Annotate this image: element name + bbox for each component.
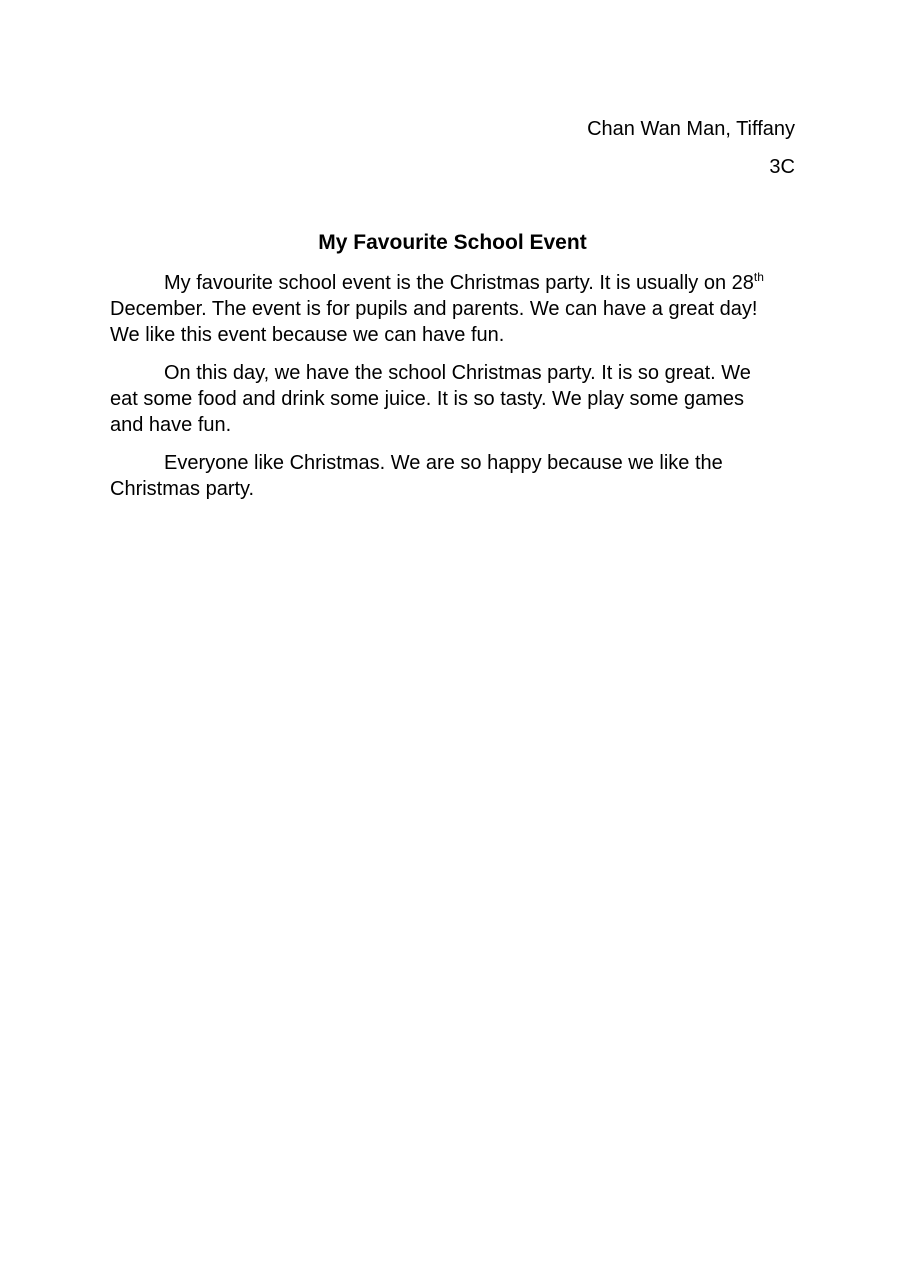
essay-title: My Favourite School Event <box>318 231 587 254</box>
ordinal-suffix: th <box>753 270 764 284</box>
author-block <box>587 110 795 186</box>
paragraph-1-part-a: My favourite school event is the Christmas party. It is usually on 28 <box>164 272 754 294</box>
paragraph-2: On this day, we have the school Christmas party. It is so great. We eat some food and drink some juice. It is so tasty. We play some games and have fun. <box>110 362 751 436</box>
paragraph-3: Everyone like Christmas. We are so happy because we like the Christmas party. <box>110 452 723 500</box>
paragraph-1 <box>110 270 780 348</box>
essay-body <box>110 270 780 514</box>
author-name: Chan Wan Man, Tiffany <box>587 118 795 140</box>
paragraph-1-part-b: December. The event is for pupils and parents. We can have a great day! We like this event because we can have fun. <box>110 298 758 346</box>
author-class: 3C <box>769 156 795 178</box>
